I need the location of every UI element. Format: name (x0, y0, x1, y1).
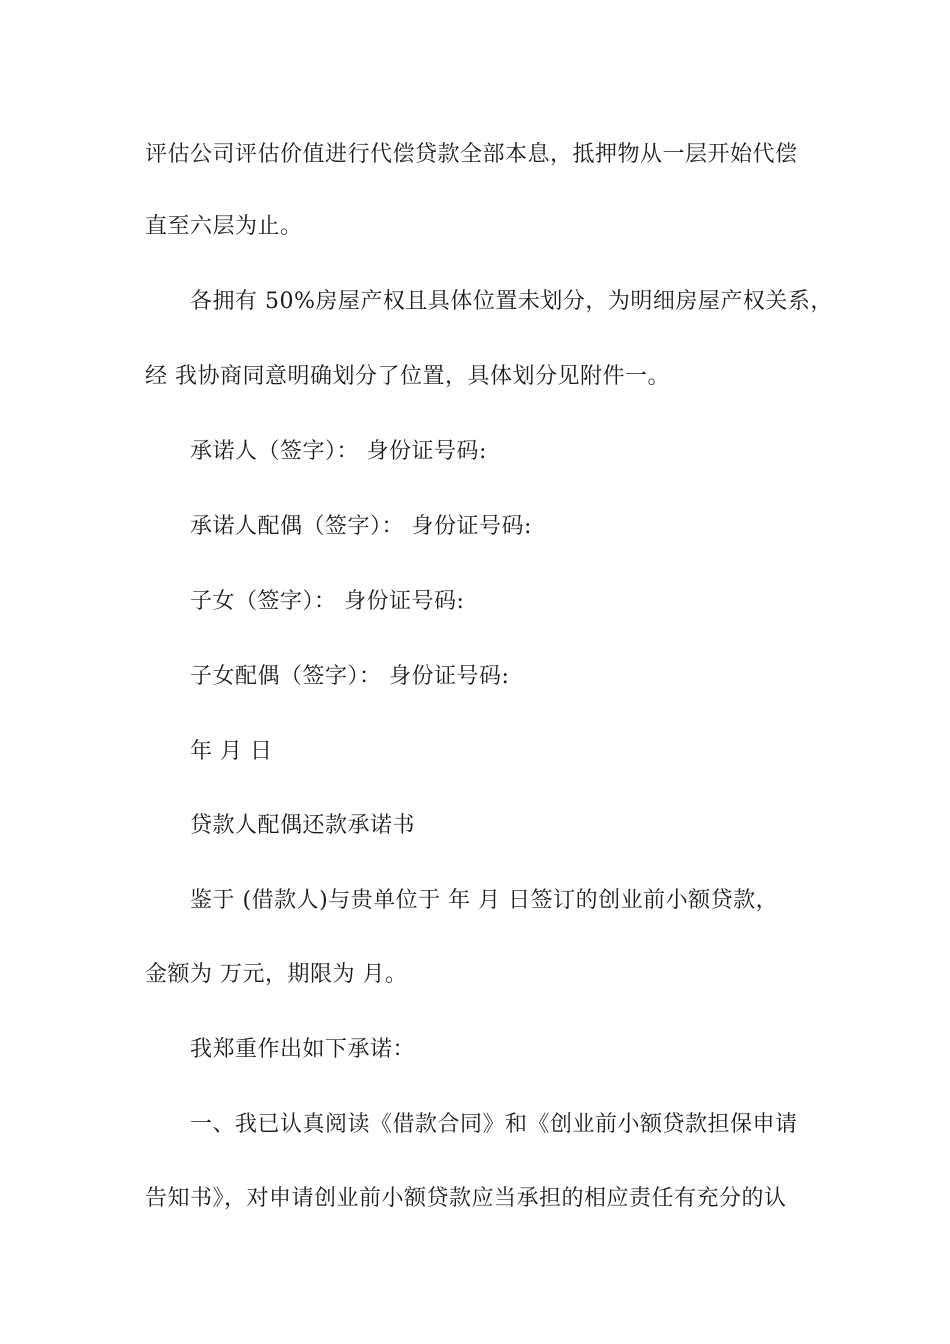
signature-line-promisor: 承诺人（签字）： 身份证号码: (190, 439, 487, 464)
date-line: 年 月 日 (190, 739, 273, 764)
body-line-6: 金额为 万元，期限为 月。 (145, 962, 408, 987)
body-line-4: 经 我协商同意明确划分了位置，具体划分见附件一。 (145, 364, 670, 389)
body-line-7: 我郑重作出如下承诺： (190, 1037, 416, 1062)
body-line-5: 鉴于 (借款人)与贵单位于 年 月 日签订的创业前小额贷款， (190, 888, 779, 913)
body-line-3: 各拥有 50%房屋产权且具体位置未划分，为明细房屋产权关系， (190, 289, 833, 314)
body-line-8: 一、我已认真阅读《借款合同》和《创业前小额贷款担保申请 (190, 1112, 798, 1137)
body-line-9: 告知书》，对申请创业前小额贷款应当承担的相应责任有充分的认 (145, 1186, 787, 1211)
signature-line-child-spouse: 子女配偶（签字）： 身份证号码: (190, 664, 510, 689)
body-line-2: 直至六层为止。 (145, 214, 303, 239)
signature-line-child: 子女（签字）： 身份证号码: (190, 589, 465, 614)
signature-line-promisor-spouse: 承诺人配偶（签字）： 身份证号码: (190, 514, 532, 539)
body-line-1: 评估公司评估价值进行代偿贷款全部本息，抵押物从一层开始代偿 (145, 142, 798, 167)
section-title: 贷款人配偶还款承诺书 (190, 813, 416, 838)
